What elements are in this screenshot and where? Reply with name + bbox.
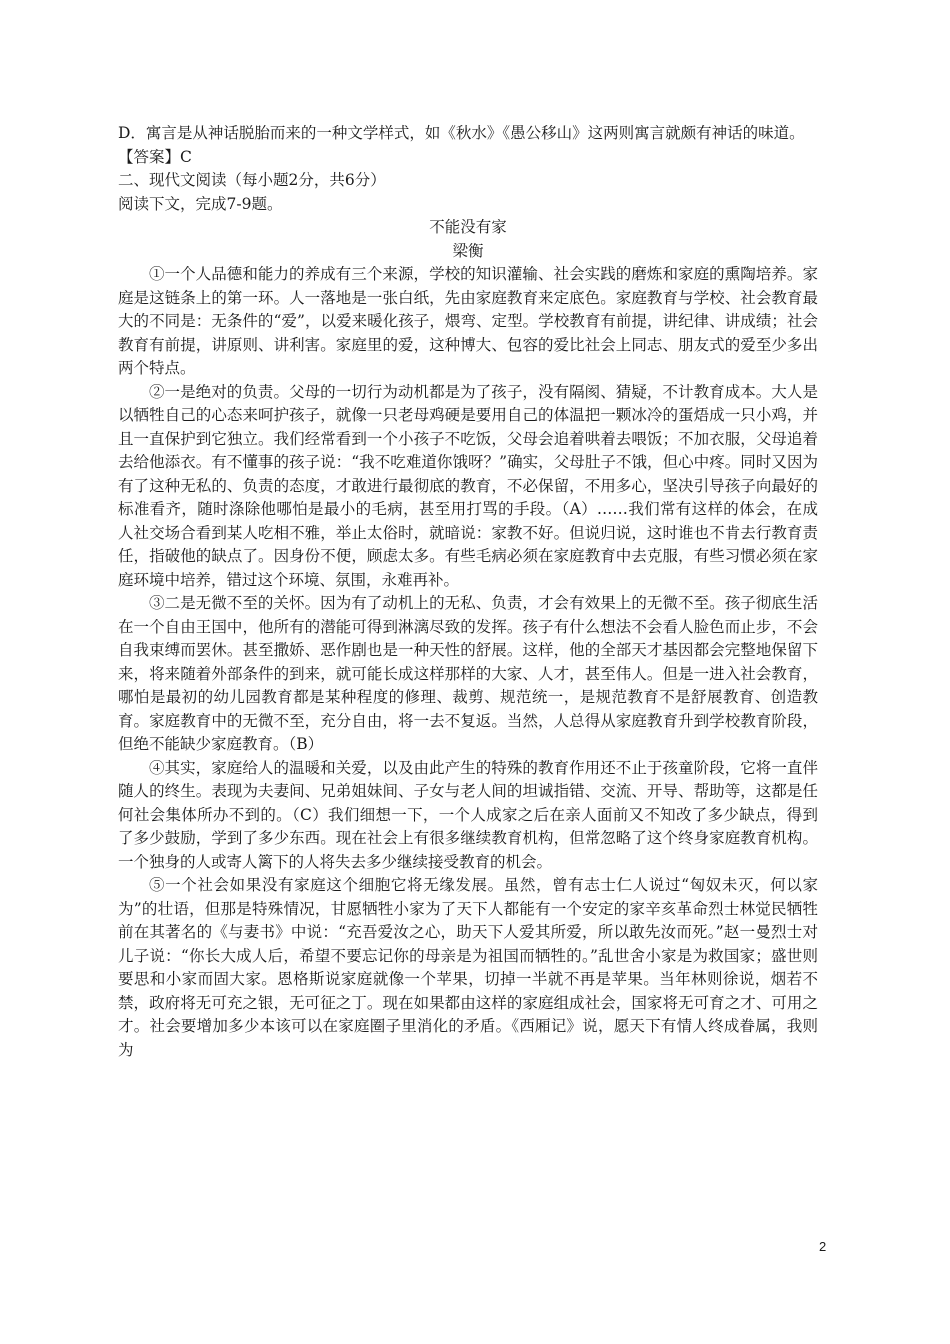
page-number: 2 [819,1239,827,1254]
article-paragraph-2: ②一是绝对的负责。父母的一切行为动机都是为了孩子，没有隔阂、猜疑，不计教育成本。大人是以牺牲自己的心态来呵护孩子，就像一只老母鸡硬是要用自己的体温把一颗冰冷的蛋焐成一只小鸡，并且一直保护到它独立。我们经常看到一个小孩子不吃饭，父母会追着哄着去喂饭；不加衣服，父母追着去给他添衣。有不懂事的孩子说：“我不吃难道你饿呀？”确实，父母肚子不饿，但心中疼。同时又因为有了这种无私的、负责的态度，才敢进行最彻底的教育，不必保留，不用多心，坚决引导孩子向最好的标准看齐，随时涤除他哪怕是最小的毛病，甚至用打骂的手段。（A）……我们常有这样的体会，在成人社交场合看到某人吃相不雅，举止太俗时，就暗说：家教不好。但说归说，这时谁也不肯去行教育责任，指破他的缺点了。因身份不便，顾虑太多。有些毛病必须在家庭教育中去克服，有些习惯必须在家庭环境中培养，错过这个环境、氛围，永难再补。 [118,382,818,589]
reading-instruction: 阅读下文，完成7-9题。 [118,194,283,213]
article-author: 梁衡 [452,241,484,260]
answer-line: 【答案】C [118,147,192,166]
article-paragraph-1: ①一个人品德和能力的养成有三个来源，学校的知识灌输、社会实践的磨炼和家庭的熏陶培养。家庭是这链条上的第一环。人一落地是一张白纸，先由家庭教育来定底色。家庭教育与学校、社会教育最大的不同是：无条件的“爱”，以爱来暖化孩子，煨弯、定型。学校教育有前提，讲纪律、讲成绩；社会教育有前提，讲原则、讲利害。家庭里的爱，这种博大、包容的爱比社会上同志、朋友式的爱至少多出两个特点。 [118,265,818,377]
article-paragraph-4: ④其实，家庭给人的温暖和关爱，以及由此产生的特殊的教育作用还不止于孩童阶段，它将一直伴随人的终生。表现为夫妻间、兄弟姐妹间、子女与老人间的坦诚指错、交流、开导、帮助等，这都是任何社会集体所办不到的。（C）我们细想一下，一个人成家之后在亲人面前又不知改了多少缺点，得到了多少鼓励，学到了多少东西。现在社会上有很多继续教育机构，但常忽略了这个终身家庭教育机构。一个独身的人或寄人篱下的人将失去多少继续接受教育的机会。 [118,758,818,871]
article-title: 不能没有家 [429,218,507,236]
option-d-line-1: D．寓言是从神话脱胎而来的一种文学样式，如《秋水》《愚公移山》这两则寓言就颇有神话的味道。 [118,124,805,142]
article-paragraph-3: ③二是无微不至的关怀。因为有了动机上的无私、负责，才会有效果上的无微不至。孩子彻底生活在一个自由王国中，他所有的潜能可得到淋漓尽致的发挥。孩子有什么想法不会看人脸色而止步，不会自我束缚而罢休。甚至撒娇、恶作剧也是一种天性的舒展。这样，他的全部天才基因都会完整地保留下来，将来随着外部条件的到来，就可能长成这样那样的大家、人才，甚至伟人。但是一进入社会教育，哪怕是最初的幼儿园教育都是某种程度的修理、裁剪、规范统一，是规范教育不是舒展教育、创造教育。家庭教育中的无微不至，充分自由，将一去不复返。当然，人总得从家庭教育升到学校教育阶段，但绝不能缺少家庭教育。（B） [118,594,818,753]
article-paragraph-5: ⑤一个社会如果没有家庭这个细胞它将无缘发展。虽然，曾有志士仁人说过“匈奴未灭，何以家为”的壮语，但那是特殊情况，甘愿牺牲小家为了天下人都能有一个安定的家辛亥革命烈士林觉民牺牲前在其著名的《与妻书》中说：“充吾爱汝之心，助天下人爱其所爱，所以敢先汝而死。”赵一曼烈士对儿子说：“你长大成人后，希望不要忘记你的母亲是为祖国而牺牲的。”乱世舍小家是为救国家；盛世则要思和小家而固大家。恩格斯说家庭就像一个苹果，切掉一半就不再是苹果。当年林则徐说，烟若不禁，政府将无可充之银，无可征之丁。现在如果都由这样的家庭组成社会，国家将无可育之才、可用之才。社会要增加多少本该可以在家庭圈子里消化的矛盾。《西厢记》说，愿天下有情人终成眷属，我则为 [118,876,818,1059]
section-title: 二、现代文阅读（每小题2分，共6分） [118,171,386,189]
document-page [118,122,818,1062]
